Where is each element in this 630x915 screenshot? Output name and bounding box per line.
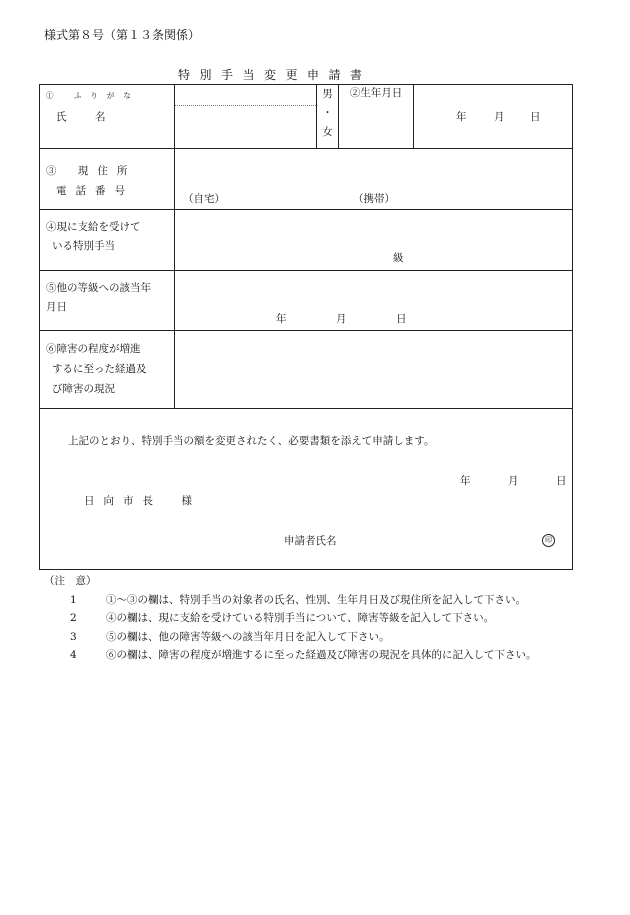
birth-month-unit: 月 <box>494 111 505 123</box>
note-text: ①～③の欄は、特別手当の対象者の氏名、性別、生年月日及び現住所を記入して下さい。 <box>106 593 526 606</box>
sex-cell[interactable] <box>317 85 339 149</box>
furigana-label: ① ふりがな <box>46 91 140 100</box>
progress-label-cell <box>40 331 175 409</box>
address-label-cell <box>40 149 175 210</box>
notes-heading: （注 意） <box>44 575 97 587</box>
note-item <box>44 609 546 628</box>
other-grade-label-2: 月日 <box>46 301 67 313</box>
progress-label-2: するに至った経過及 <box>52 363 147 375</box>
current-allowance-label-cell <box>40 210 175 271</box>
sex-separator: ・ <box>322 107 333 119</box>
note-number: 1 <box>70 593 77 606</box>
form-number: 様式第８号（第１３条関係） <box>44 28 201 42</box>
other-grade-label-cell <box>40 271 175 331</box>
current-allowance-input-cell[interactable] <box>175 210 573 271</box>
form-title: 特別手当変更申請書 <box>178 68 372 82</box>
sex-female[interactable]: 女 <box>322 126 333 138</box>
declaration-cell <box>40 409 573 570</box>
declaration-month-unit: 月 <box>508 475 519 487</box>
name-label: 氏 名 <box>56 111 115 123</box>
birthdate-input-cell[interactable] <box>414 85 573 149</box>
note-text: ⑥の欄は、障害の程度が増進するに至った経過及び障害の現況を具体的に記入して下さい。 <box>106 649 537 661</box>
other-grade-month-unit: 月 <box>336 313 347 325</box>
address-label: ③ 現住所 <box>46 165 137 177</box>
progress-input-cell[interactable] <box>175 331 573 409</box>
other-grade-day-unit: 日 <box>396 313 407 325</box>
declaration-day-unit: 日 <box>556 475 567 487</box>
seal-icon: 印 <box>542 534 555 547</box>
birthdate-label-cell <box>339 85 414 149</box>
name-input-cell[interactable] <box>175 85 317 149</box>
notes-section <box>44 572 546 665</box>
birth-year-unit: 年 <box>456 111 467 123</box>
note-text: ⑤の欄は、他の障害等級への該当年月日を記入して下さい。 <box>106 630 390 643</box>
progress-label-3: び障害の現況 <box>52 383 115 395</box>
applicant-name-label: 申請者氏名 <box>284 535 337 547</box>
note-text: ④の欄は、現に支給を受けている特別手当について、障害等級を記入して下さい。 <box>106 612 495 624</box>
current-allowance-label-2: いる特別手当 <box>52 240 115 252</box>
other-grade-date-input-cell[interactable] <box>175 271 573 331</box>
note-item <box>44 628 546 647</box>
sex-male[interactable]: 男 <box>322 88 333 100</box>
progress-label-1: ⑥障害の程度が増進 <box>46 343 141 355</box>
phone-label: 電話番号 <box>56 185 134 197</box>
addressee: 日向市長 様 <box>84 495 201 507</box>
application-form-table <box>39 84 573 570</box>
grade-unit: 級 <box>393 252 404 264</box>
note-item <box>44 591 546 610</box>
note-number: 3 <box>70 630 77 643</box>
note-number: 2 <box>70 612 77 624</box>
birth-day-unit: 日 <box>530 111 541 123</box>
declaration-statement: 上記のとおり、特別手当の額を変更されたく、必要書類を添えて申請します。 <box>68 435 435 447</box>
other-grade-label-1: ⑤他の等級への該当年 <box>46 282 151 294</box>
phone-home-label: （自宅） <box>183 193 225 205</box>
note-number: 4 <box>70 649 77 661</box>
seal-mark[interactable] <box>542 533 555 547</box>
note-item <box>44 646 546 665</box>
current-allowance-label-1: ④現に支給を受けて <box>46 221 141 233</box>
birthdate-label: ②生年月日 <box>349 87 403 99</box>
address-phone-input-cell[interactable] <box>175 149 573 210</box>
declaration-year-unit: 年 <box>460 475 471 487</box>
furigana-divider <box>175 105 316 106</box>
phone-mobile-label: （携帯） <box>353 193 395 205</box>
name-label-cell <box>40 85 175 149</box>
other-grade-year-unit: 年 <box>276 313 287 325</box>
